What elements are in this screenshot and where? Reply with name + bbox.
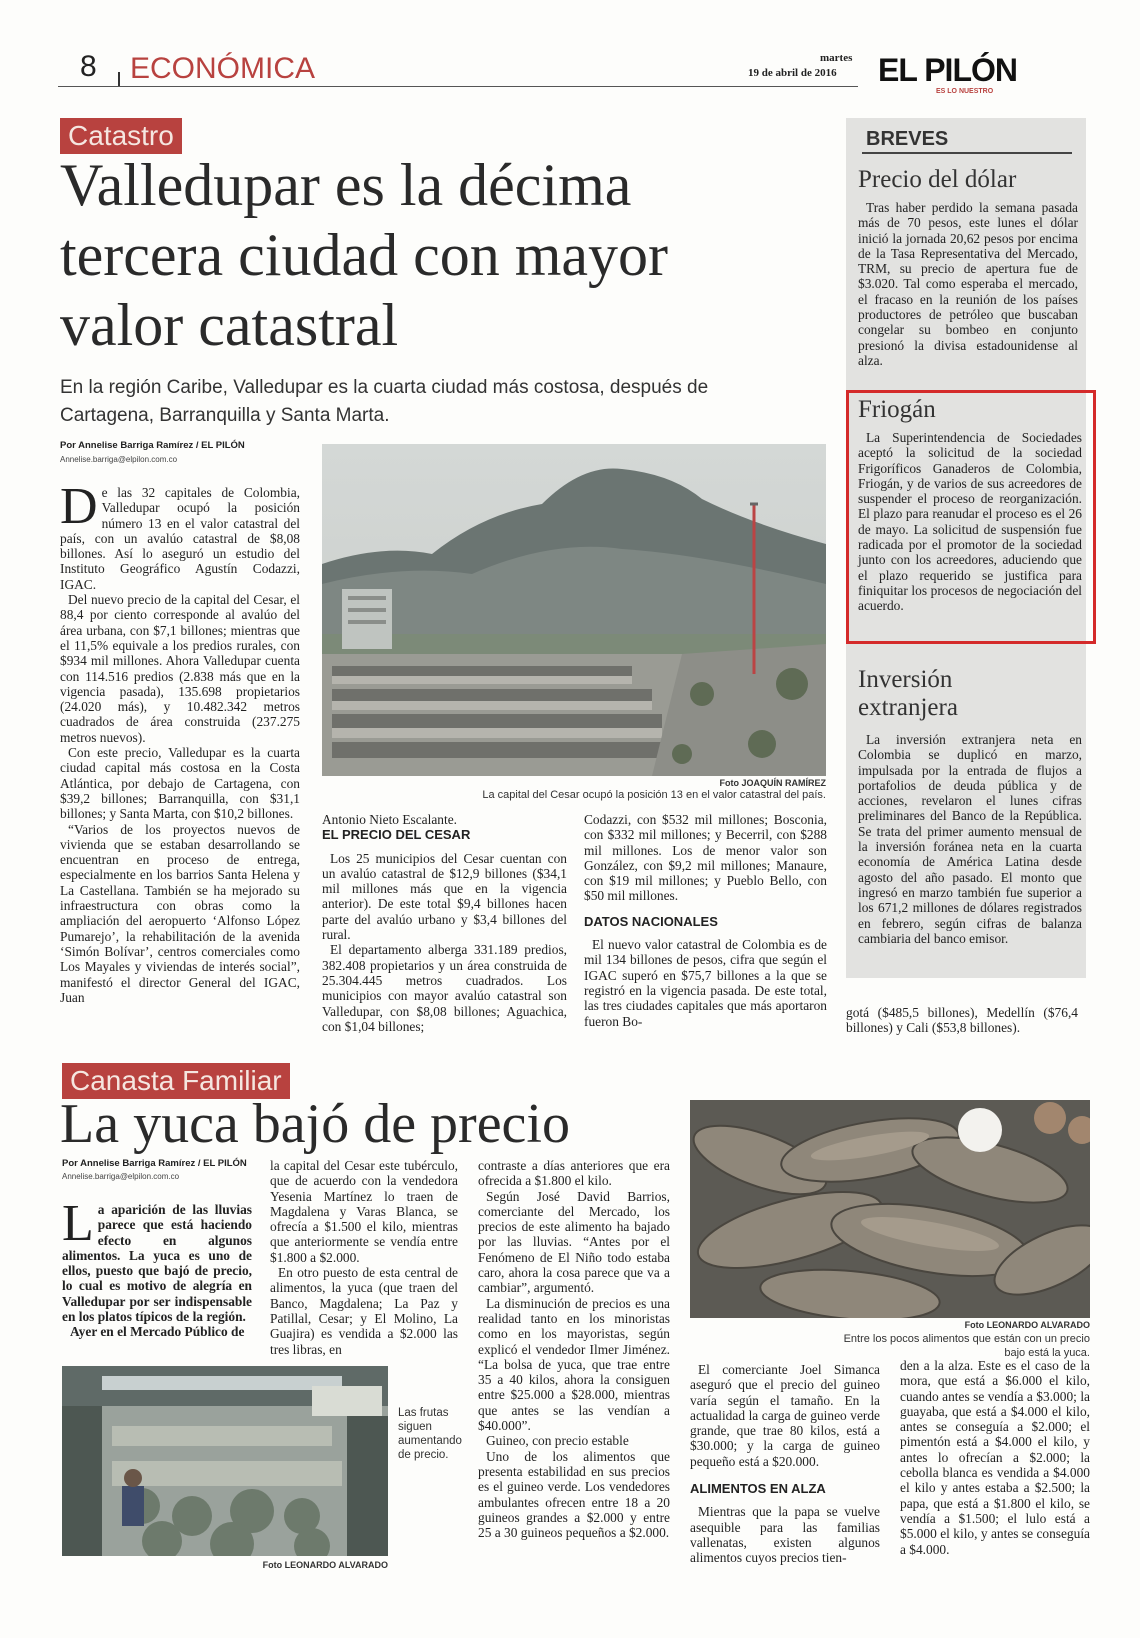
market-caption: Las frutas siguen aumentando de precio. xyxy=(398,1407,462,1461)
photo-credit: Foto JOAQUÍN RAMÍREZ xyxy=(719,778,826,788)
page-header xyxy=(58,50,1068,95)
breve-text-dolar: Tras haber perdido la semana pasada más de 70 pesos, este lunes el dólar inició la jornada 20,62 pesos por encima de la Tasa Representativa del Mercado, TRM, su precio de apertura fue de $3.020. Tal como esperaba el mercado, el fracaso en la reunión de los países productores de petróleo que buscaban congelar su bombeo en conjunto presionó la divisa estadounidense al alza. xyxy=(858,200,1078,368)
breve-title-inversion: Inversión extranjera xyxy=(858,666,958,721)
header-rule xyxy=(58,86,858,87)
article1-col1 xyxy=(60,478,300,1005)
header-day: martes xyxy=(820,52,853,64)
market-photo xyxy=(62,1366,388,1556)
masthead-slogan: ES LO NUESTRO xyxy=(936,88,994,95)
article1-deck xyxy=(60,374,800,430)
paragraph: En otro puesto de esta central de alimentos, la yuca (que traen del Banco, Magdalena; La Paz y Patillal, Cesar; y El Molino, La Guajira) es vendida a $2.000 las tres libras, en xyxy=(270,1265,458,1357)
yuca-photo xyxy=(690,1100,1090,1318)
valledupar-photo xyxy=(322,444,826,776)
paragraph: Uno de los alimentos que presenta estabilidad en sus precios es el guineo verde. Los vendedores ambulantes ofrecen entre 18 a 20 guineos grandes a $2.000 y entre 25 a 30 guineos pequeños a $2.000. xyxy=(478,1448,670,1541)
paragraph: Del nuevo precio de la capital del Cesar, el 88,4 por ciento corresponde al avalúo del área urbana, con $7,1 billones; mientras que el 11,5% equivale a los predios rurales, con $934 mil millones. Ahora Valledupar cuenta con 114.516 predios (2.838 más que en la vigencia pasada), 135.698 propietarios (24.020 más), y 10.482.342 metros cuadrados de área construida (237.275 metros nuevos). xyxy=(60,592,300,745)
paragraph: El departamento alberga 331.189 predios, 382.408 propietarios y un área construida de 25.304.445 metros cuadrados. Los municipios con mayor avalúo catastral son Valledupar, con $8,08 billones; Aguachica, con $1,04 billones; xyxy=(322,942,567,1034)
subheading: EL PRECIO DEL CESAR xyxy=(322,827,471,843)
section-name: ECONÓMICA xyxy=(130,52,316,85)
article2-col3 xyxy=(478,1158,670,1540)
article1-col3 xyxy=(584,812,827,1029)
deck-line: En la región Caribe, Valledupar es la cuarta ciudad más costosa, después de xyxy=(60,377,709,398)
article1-col4 xyxy=(846,1005,1078,1036)
article2-byline: Por Annelise Barriga Ramírez / EL PILÓN xyxy=(62,1158,247,1169)
article2-col5 xyxy=(900,1358,1090,1557)
article1-col2 xyxy=(322,812,567,1034)
market-credit: Foto LEONARDO ALVARADO xyxy=(262,1560,388,1570)
paragraph: la capital del Cesar este tubérculo, que de acuerdo con la vendedora Yesenia Martínez lo traen de Magdalena y Varas Blanca, se ofrecía a $1.500 el kilo, mientras que anteriormente se vendía entre $1.800 a $2.000. xyxy=(270,1158,458,1265)
breve-title-friogan: Friogán xyxy=(858,396,936,423)
paragraph: El comerciante Joel Simanca aseguró que el precio del guineo varía según el tamaño. En la actualidad la carga de guineo verde grande, que trae 80 kilos, está a $30.000; y la carga de guineo pequeño está a $20.000. xyxy=(690,1362,880,1469)
yuca-caption: Entre los pocos alimentos que están con un precio bajo está la yuca. xyxy=(843,1333,1090,1359)
photo-caption: La capital del Cesar ocupó la posición 13 en el valor catastral del país. xyxy=(482,789,826,801)
dropcap: L xyxy=(62,1195,94,1252)
paragraph: Codazzi, con $532 mil millones; Bosconia, con $332 mil millones; y Becerril, con $288 mil millones. Los de menor valor son González, con $9,2 mil millones; Manaure, con $19 mil millones; y Pueblo Bello, con $50 mil millones. xyxy=(584,812,827,904)
headline-line: tercera ciudad con mayor xyxy=(60,222,668,288)
deck-line: Cartagena, Barranquilla y Santa Marta. xyxy=(60,405,390,426)
breve-title-dolar: Precio del dólar xyxy=(858,166,1017,193)
paragraph: a aparición de las lluvias parece que está haciendo efecto en algunos alimentos. La yuca es uno de ellos, puesto que bajó de precio, lo cual es motivo de alegría en Valledupar por ser indispensable en los platos típicos de la región. xyxy=(62,1202,252,1325)
header-divider xyxy=(118,72,120,86)
paragraph: La disminución de precios es una realidad tanto en los minoristas como en los mayoristas, según explicó el vendedor Ilmer Jiménez. “La bolsa de yuca, que trae entre 35 a 40 kilos, ahora la consiguen entre $25.000 a $28.000, mientras que antes se las vendían a $40.000”. xyxy=(478,1295,670,1434)
paragraph: Guineo, con precio estable xyxy=(486,1433,629,1449)
breves-rule xyxy=(862,152,1072,154)
headline-line: valor catastral xyxy=(60,292,399,358)
paragraph: den a la alza. Este es el caso de la mora, que está a $6.000 el kilo, cuando antes se vendía a $3.000; la guayaba, que está a $4.000 el kilo, antes se conseguía a $2.000; el pimentón está a $4.000 el kilo, y antes lo ofrecían a $2.000; la cebolla blanca es vendida a $4.000 el kilo y antes estaba a $2.500; la papa, que está a $1.800 el kilo, se vendía a $1.500; el lulo está a $5.000 el kilo, y antes se conseguía a $4.000. xyxy=(900,1358,1090,1557)
breve-text-friogan: La Superintendencia de Sociedades aceptó la solicitud de la sociedad Frigoríficos Ganaderos de Colombia, Friogán, y de varios de sus acreedores de suspender el proceso de reorganización. El plazo para reanudar el proceso es el 26 de mayo. La solicitud de suspensión fue radicada por el promotor de la sociedad junto con los acreedores, aduciendo que el plazo requerido se justifica para finiquitar los procesos de negociación del acuerdo. xyxy=(858,430,1082,614)
article2-kicker: Canasta Familiar xyxy=(62,1063,290,1099)
page-number: 8 xyxy=(80,50,97,83)
header-date: 19 de abril de 2016 xyxy=(748,67,837,79)
article1-headline xyxy=(60,150,820,360)
headline-line: Valledupar es la décima xyxy=(60,152,632,218)
paragraph: “Varios de los proyectos nuevos de vivienda que se estaban desarrollando se encuentran en proceso de entrega, especialmente en los barrios Santa Helena y La Castellana. También se ha mejorado su infraestructura con obras como la ampliación del aeropuerto ‘Alfonso López Pumarejo’, la rehabilitación de la avenida ‘Simón Bolívar’, centros comerciales como Los Mayales y viviendas de interés social”, manifestó el director General del IGAC, Juan xyxy=(60,821,300,1005)
article2-col4 xyxy=(690,1362,880,1566)
paragraph: Ayer en el Mercado Público de xyxy=(70,1324,245,1340)
paragraph: Según José David Barrios, comerciante del Mercado, los precios de este alimento ha bajado por las lluvias. “Antes por el Fenómeno de El Niño todo estaba caro, ahora la cosa parece que va a cambiar”, argumentó. xyxy=(478,1188,670,1296)
paragraph: Antonio Nieto Escalante. xyxy=(322,812,457,827)
article2-email: Annelise.barriga@elpilon.com.co xyxy=(62,1172,180,1181)
paragraph: Mientras que la papa se vuelve asequible para las familias vallenatas, existen algunos alimentos cuyos precios tien- xyxy=(690,1504,880,1566)
article1-byline: Por Annelise Barriga Ramírez / EL PILÓN xyxy=(60,440,245,451)
article2-col1 xyxy=(62,1195,252,1340)
dropcap: D xyxy=(60,478,98,535)
breve-text-inversion: La inversión extranjera neta en Colombia se duplicó en marzo, impulsada por la entrada de flujos a portafolios de deuda pública y de acciones, revelaron el lunes cifras preliminares del Banco de la República. Se trata del primer aumento mensual de la inversión foránea neta en la cuarta economía de América Latina desde agosto del año pasado. El monto que ingresó en marzo también fue superior a los 671,2 millones de dólares registrados en febrero, según cifras de balanza cambiaria del banco emisor. xyxy=(858,732,1082,946)
article2-headline: La yuca bajó de precio xyxy=(60,1093,570,1155)
subheading: ALIMENTOS EN ALZA xyxy=(690,1481,826,1497)
breves-label: BREVES xyxy=(866,128,949,150)
article2-col2 xyxy=(270,1158,458,1357)
paragraph: Con este precio, Valledupar es la cuarta ciudad capital más costosa en la Costa Atlántica, por debajo de Cartagena, con $39,2 billones; Barranquilla, con $31,1 billones; y Santa Marta, con $10,2 billones. xyxy=(60,745,300,822)
yuca-credit: Foto LEONARDO ALVARADO xyxy=(964,1320,1090,1330)
paragraph: gotá ($485,5 billones), Medellín ($76,4 billones) y Cali ($53,8 billones). xyxy=(846,1005,1078,1036)
paragraph: El nuevo valor catastral de Colombia es de mil 134 billones de pesos, cifra que según el IGAC superó en $75,7 billones a la que se registró en la vigencia pasada. De este total, las tres ciudades capitales que más aportaron fueron Bo- xyxy=(584,937,827,1029)
paragraph: e las 32 capitales de Colombia, Valledupar ocupó la posición número 13 en el valor catastral del país, con un avalúo catastral de $8,08 billones. Así lo aseguró un estudio del Instituto Geográfico Agustín Codazzi, IGAC. xyxy=(60,485,300,592)
article1-email: Annelise.barriga@elpilon.com.co xyxy=(60,455,178,464)
masthead-logo: EL PILÓN xyxy=(878,52,1017,88)
article1-kicker: Catastro xyxy=(60,118,182,154)
paragraph: Los 25 municipios del Cesar cuentan con un avalúo catastral de $12,9 billones ($34,1 mil millones más que en la vigencia anterior). De este total $9,4 billones hacen parte del avalúo urbano y $3,4 billones del rural. xyxy=(322,850,567,943)
subheading: DATOS NACIONALES xyxy=(584,913,718,929)
paragraph: contraste a días anteriores que era ofrecida a $1.800 el kilo. xyxy=(478,1158,670,1189)
